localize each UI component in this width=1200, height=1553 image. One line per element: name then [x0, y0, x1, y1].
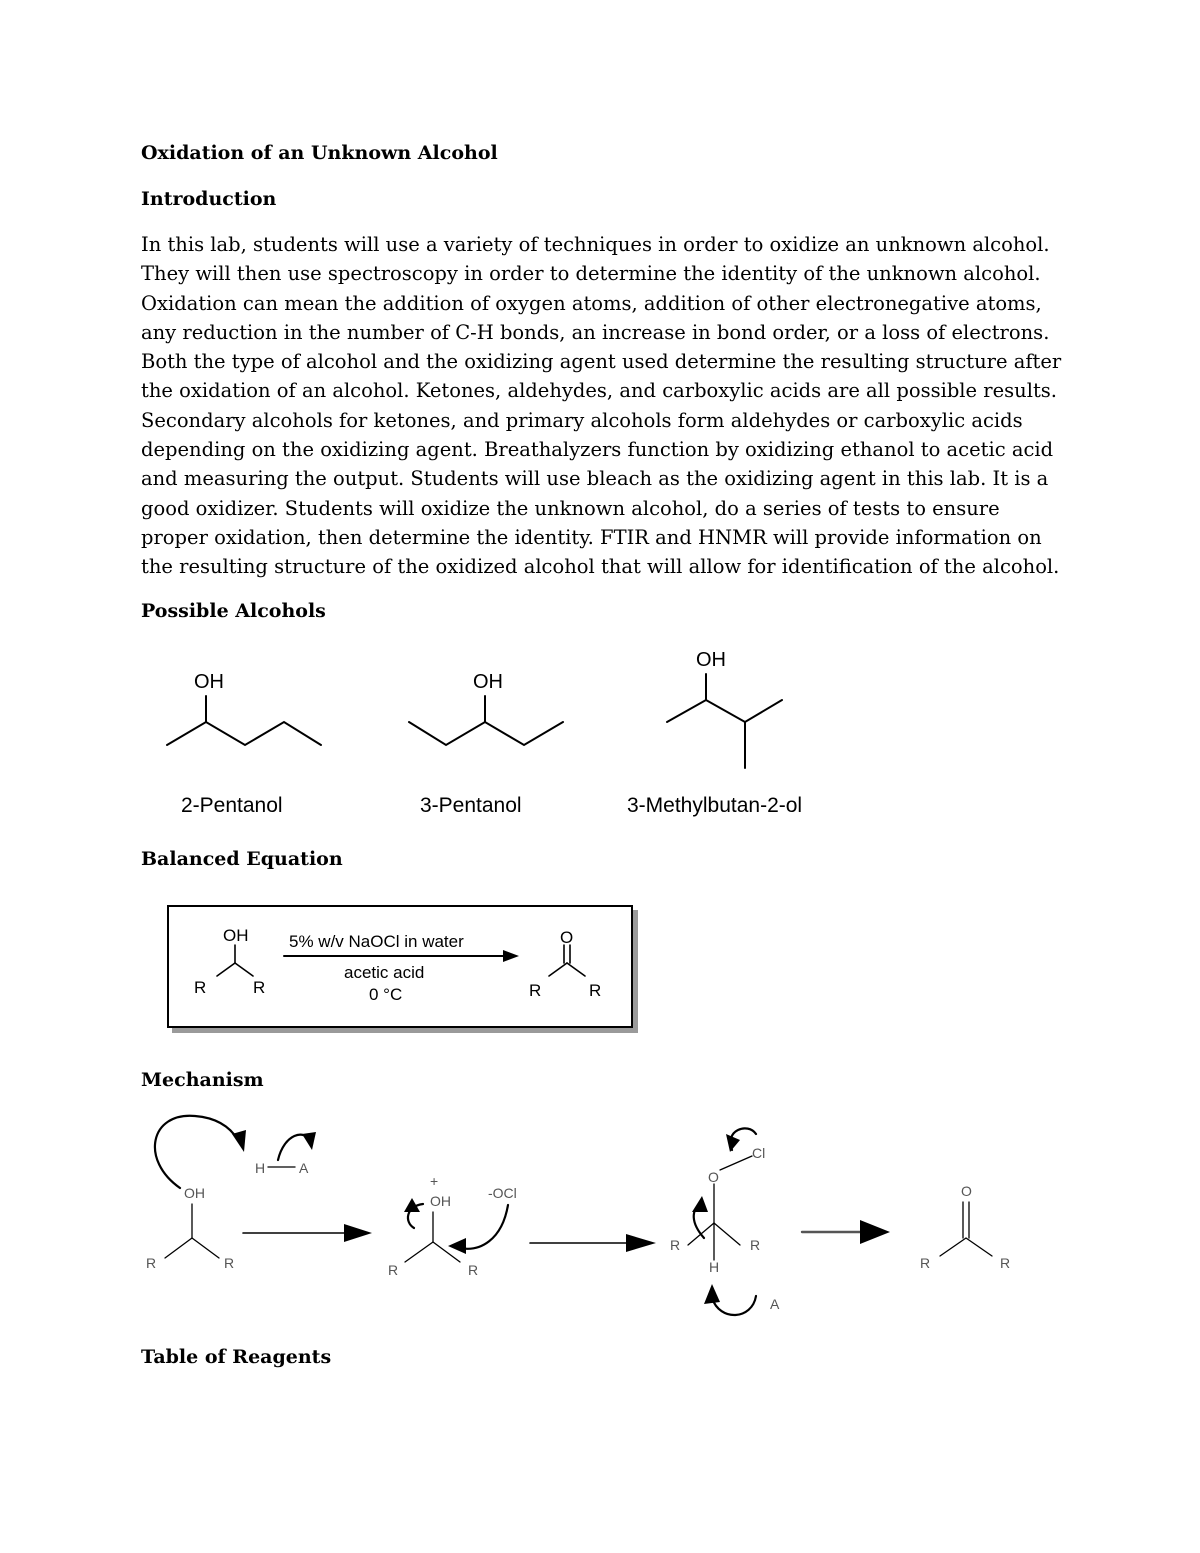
document-title: Oxidation of an Unknown Alcohol	[141, 142, 498, 164]
reactant-oh-label: OH	[223, 926, 249, 945]
mech-base-a: A	[770, 1296, 780, 1312]
methylbutanol-oh-label: OH	[696, 649, 726, 671]
mechanism-heading: Mechanism	[141, 1069, 264, 1091]
mech-r-3a: R	[670, 1237, 681, 1253]
mech-product-r-a: R	[920, 1255, 931, 1271]
reaction-condition-temperature: 0 °C	[369, 985, 403, 1004]
mech-acid-a: A	[299, 1160, 309, 1176]
mech-hypochlorite: -OCl	[488, 1185, 517, 1201]
pentan-3-ol-oh-label: OH	[473, 671, 503, 693]
pentan-2-ol-oh-label: OH	[194, 671, 224, 693]
mech-acid-h: H	[255, 1160, 266, 1176]
mech-ester-h: H	[709, 1259, 720, 1275]
alcohol-name-3: 3-Methylbutan-2-ol	[627, 794, 803, 817]
introduction-paragraph: In this lab, students will use a variety of techniques in order to oxidize an unknown alcohol. They will then use spectroscopy in order to determine the identity of the unknown alcohol. Oxidation can mean the addition of oxygen atoms, addition of other electronegative atoms, any reduction in the number of C-H bonds, an increase in bond order, or a loss of electrons. Both the type of alcohol and the oxidizing agent used determine the resulting structure after the oxidation of an alcohol. Ketones, aldehydes, and carboxylic acids are all possible results. Secondary alcohols for ketones, and primary alcohols form aldehydes or carboxylic acids depending on the oxidizing agent. Breathalyzers function by oxidizing ethanol to acetic acid and measuring the output. Students will use bleach as the oxidizing agent in this lab. It is a good oxidizer. Students will oxidize the unknown alcohol, do a series of tests to ensure proper oxidation, then determine the identity. FTIR and HNMR will provide information on the resulting structure of the oxidized alcohol that will allow for identification of the alcohol.	[141, 233, 1062, 579]
mech-product-o: O	[961, 1183, 972, 1199]
reactant-r-left: R	[194, 978, 207, 997]
introduction-heading: Introduction	[141, 188, 277, 210]
mech-ester-cl: Cl	[752, 1145, 766, 1161]
mech-ester-o: O	[708, 1169, 719, 1185]
mech-protonated-oh: OH	[430, 1193, 451, 1209]
mech-r-1b: R	[224, 1255, 235, 1271]
mech-product-r-b: R	[1000, 1255, 1011, 1271]
product-r-left: R	[529, 981, 542, 1000]
mech-r-1a: R	[146, 1255, 157, 1271]
reaction-condition-solvent: acetic acid	[344, 963, 425, 982]
product-r-right: R	[589, 981, 602, 1000]
balanced-equation-heading: Balanced Equation	[141, 848, 343, 870]
mech-r-2b: R	[468, 1262, 479, 1278]
mech-r-2a: R	[388, 1262, 399, 1278]
table-of-reagents-heading: Table of Reagents	[141, 1346, 332, 1368]
mech-plus-charge: +	[430, 1173, 439, 1189]
reactant-r-right: R	[253, 978, 266, 997]
mech-r-3b: R	[750, 1237, 761, 1253]
possible-alcohols-heading: Possible Alcohols	[141, 600, 326, 622]
product-o-label: O	[560, 928, 574, 947]
reaction-condition-reagent: 5% w/v NaOCl in water	[289, 932, 464, 951]
alcohol-name-2: 3-Pentanol	[420, 794, 522, 817]
alcohol-name-1: 2-Pentanol	[181, 794, 283, 817]
mech-alcohol-oh: OH	[184, 1185, 205, 1201]
